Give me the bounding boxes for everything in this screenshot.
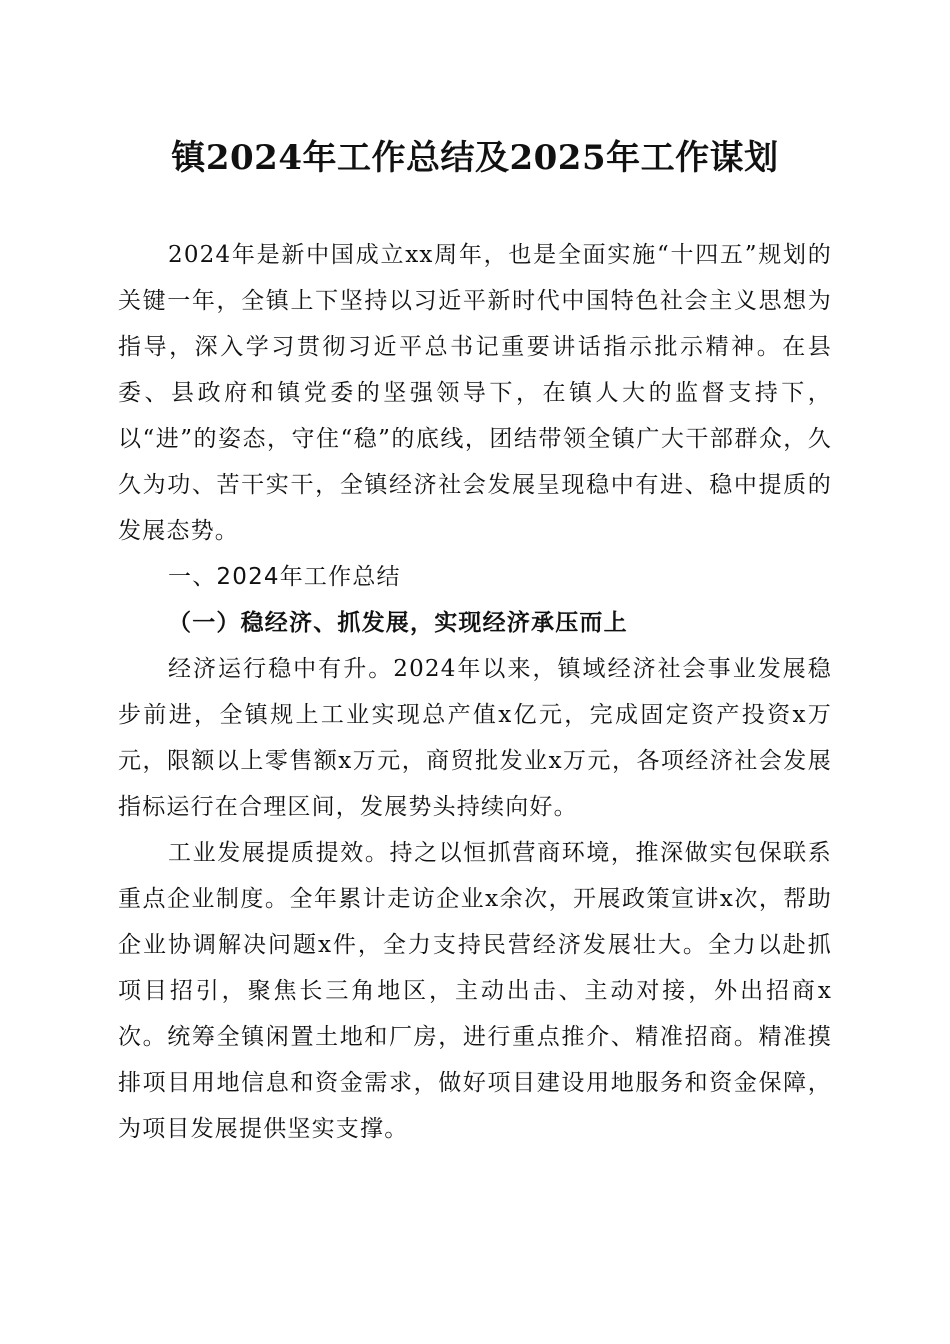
document-title: 镇2024年工作总结及2025年工作谋划 [171, 138, 779, 178]
industry-paragraph: 工业发展提质提效。持之以恒抓营商环境，推深做实包保联系重点企业制度。全年累计走访企业x余次，开展政策宣讲x次，帮助企业协调解决问题x件，全力支持民营经济发展壮大。全力以赴抓项目招引，聚焦长三角地区，主动出击、主动对接，外出招商x次。统筹全镇闲置土地和厂房，进行重点推介、精准招商。精准摸排项目用地信息和资金需求，做好项目建设用地服务和资金保障，为项目发展提供坚实支撑。 [118, 840, 832, 1142]
section-heading: 一、2024年工作总结 [168, 564, 401, 590]
economy-paragraph: 经济运行稳中有升。2024年以来，镇域经济社会事业发展稳步前进，全镇规上工业实现总产值x亿元，完成固定资产投资x万元，限额以上零售额x万元，商贸批发业x万元，各项经济社会发展指标运行在合理区间，发展势头持续向好。 [118, 656, 832, 820]
intro-paragraph: 2024年是新中国成立xx周年，也是全面实施“十四五”规划的关键一年，全镇上下坚持以习近平新时代中国特色社会主义思想为指导，深入学习贯彻习近平总书记重要讲话指示批示精神。在县委、县政府和镇党委的坚强领导下，在镇人大的监督支持下，以“进”的姿态，守住“稳”的底线，团结带领全镇广大干部群众，久久为功、苦干实干，全镇经济社会发展呈现稳中有进、稳中提质的发展态势。 [118, 242, 832, 544]
subsection-heading: （一）稳经济、抓发展，实现经济承压而上 [168, 609, 628, 636]
document-body [118, 232, 832, 1152]
